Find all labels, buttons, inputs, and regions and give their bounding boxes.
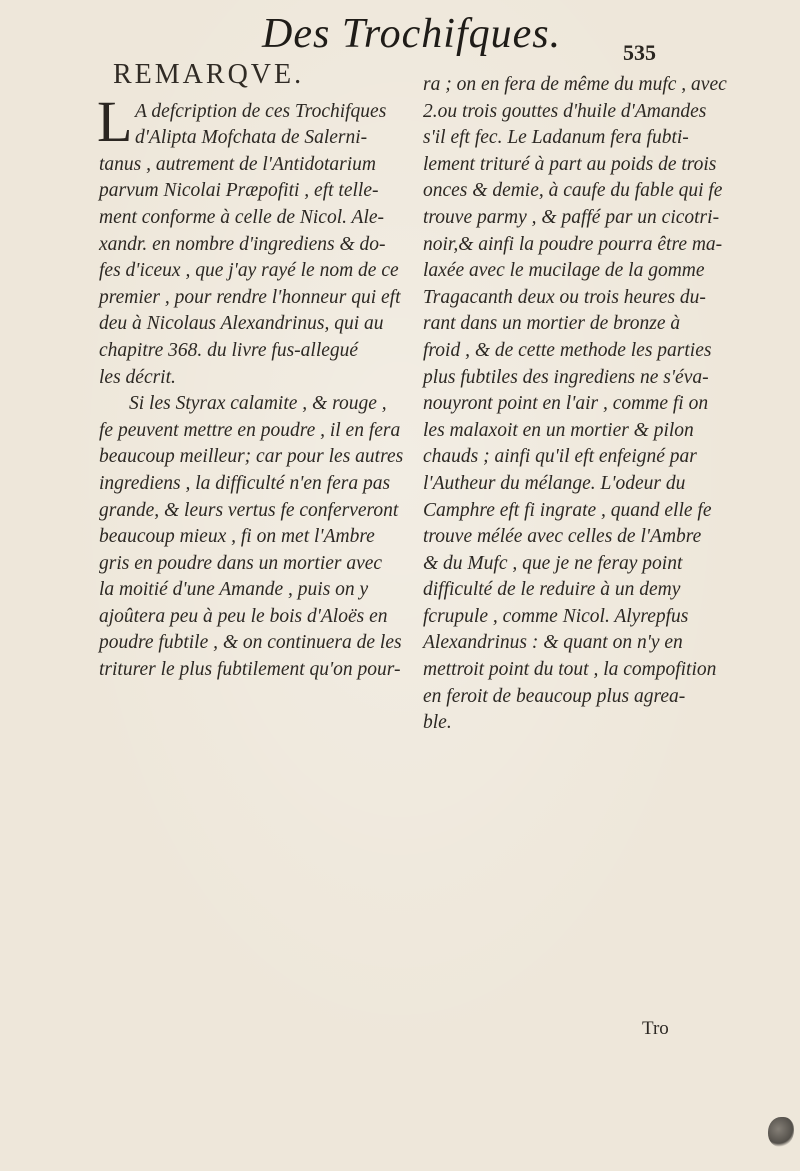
text-line: Tragacanth deux ou trois heures du-	[423, 286, 706, 308]
ink-stain	[768, 1117, 794, 1147]
text-line: les décrit.	[99, 366, 176, 388]
text-line: A defcription de ces Trochifques	[135, 100, 387, 122]
text-line: Si les Styrax calamite , & rouge ,	[129, 393, 387, 415]
text-line: la moitié d'une Amande , puis on y	[99, 579, 369, 601]
text-line: ra ; on en fera de même du mufc , avec	[423, 74, 727, 95]
text-line: premier , pour rendre l'honneur qui eft	[99, 286, 401, 308]
text-line: gris en poudre dans un mortier avec	[99, 552, 383, 574]
text-line: noir,& ainfi la poudre pourra être ma-	[423, 233, 723, 255]
text-line: Camphre eft fi ingrate , quand elle fe	[423, 499, 712, 521]
text-line: triturer le plus fubtilement qu'on pour-	[99, 659, 401, 681]
text-line: onces & demie, à caufe du fable qui fe	[423, 180, 723, 202]
running-head	[0, 6, 800, 65]
text-line: d'Alipta Mofchata de Salerni-	[135, 127, 368, 149]
text-line: xandr. en nombre d'ingrediens & do-	[99, 233, 386, 255]
text-line: & du Mufc , que je ne feray point	[423, 552, 683, 574]
text-line: plus fubtiles des ingrediens ne s'éva-	[423, 366, 709, 388]
catchword: Tro	[642, 1018, 669, 1039]
text-line: en feroit de beaucoup plus agrea-	[423, 685, 686, 707]
text-line: froid , & de cette methode les parties	[423, 339, 712, 361]
text-line: grande, & leurs vertus fe conferveront	[99, 499, 399, 521]
right-column	[423, 72, 727, 737]
text-line: ingrediens , la difficulté n'en fera pas	[99, 472, 391, 494]
text-line: fcrupule , comme Nicol. Alyrepfus	[423, 605, 689, 627]
text-line: ment conforme à celle de Nicol. Ale-	[99, 206, 385, 228]
text-line: difficulté de le reduire à un demy	[423, 579, 681, 601]
text-line: 2.ou trois gouttes d'huile d'Amandes	[423, 100, 707, 122]
text-line: tanus , autrement de l'Antidotarium	[99, 153, 376, 175]
text-line: rant dans un mortier de bronze à	[423, 313, 681, 335]
text-line: poudre fubtile , & on continuera de les	[99, 632, 402, 654]
text-line: trouve parmy , & paffé par un cicotri-	[423, 206, 720, 228]
left-column	[97, 59, 404, 684]
drop-cap: L	[97, 88, 133, 154]
text-line: s'il eft fec. Le Ladanum fera fubti-	[423, 127, 689, 149]
text-line: beaucoup mieux , fi on met l'Ambre	[99, 526, 375, 548]
page-number: 535	[623, 40, 656, 65]
text-line: chauds ; ainfi qu'il eft enfeigné par	[423, 446, 697, 468]
text-line: deu à Nicolaus Alexandrinus, qui au	[99, 313, 384, 335]
paragraph-3	[423, 72, 727, 737]
text-line: beaucoup meilleur; car pour les autres	[99, 446, 404, 468]
text-line: l'Autheur du mélange. L'odeur du	[423, 472, 686, 494]
running-title: Des Trochifques.	[262, 11, 562, 57]
section-heading: REMARQVE.	[113, 59, 305, 90]
text-line: mettroit point du tout , la compofition	[423, 659, 717, 681]
text-line: parvum Nicolai Præpofiti , eft telle-	[99, 180, 379, 202]
text-line: ble.	[423, 712, 452, 734]
text-line: fe peuvent mettre en poudre , il en fera	[99, 419, 401, 441]
text-line: fes d'iceux , que j'ay rayé le nom de ce	[99, 260, 399, 282]
paragraph-1	[97, 88, 401, 392]
text-line: trouve mélée avec celles de l'Ambre	[423, 526, 702, 548]
paragraph-2	[99, 391, 404, 684]
text-line: nouyront point en l'air , comme fi on	[423, 393, 709, 415]
text-line: laxée avec le mucilage de la gomme	[423, 260, 705, 282]
text-line: lement trituré à part au poids de trois	[423, 153, 717, 175]
text-line: ajoûtera peu à peu le bois d'Aloës en	[99, 605, 388, 627]
text-line: les malaxoit en un mortier & pilon	[423, 419, 694, 441]
text-line: chapitre 368. du livre fus-allegué	[99, 339, 359, 361]
text-line: Alexandrinus : & quant on n'y en	[423, 632, 683, 654]
